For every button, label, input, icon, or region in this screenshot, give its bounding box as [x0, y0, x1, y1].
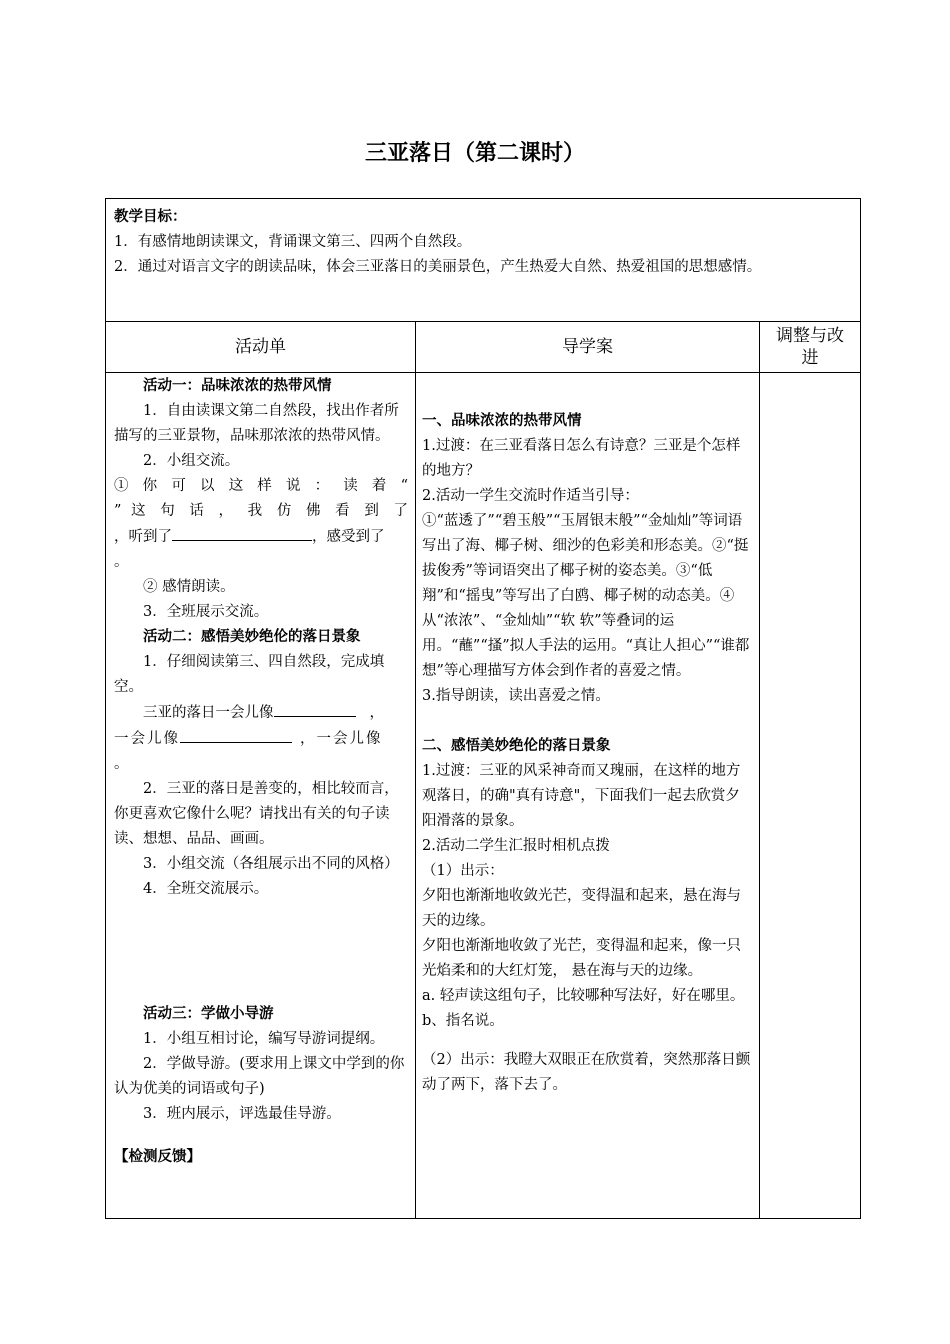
header-adjust-line1: 调整与改 — [776, 326, 844, 346]
activity2-fill-l1: 三亚的落日一会儿像 ， — [114, 700, 408, 726]
page-title: 三亚落日（第二课时） — [364, 141, 585, 166]
activity2-step3: 3．小组交流（各组展示出不同的风格） — [143, 856, 399, 872]
guide-s2-task-a: a. 轻声读这组句子，比较哪种写法好，好在哪里。 — [422, 988, 745, 1004]
activity2-step1: 1．仔细阅读第三、四自然段，完成填空。 — [114, 654, 385, 695]
activity1-sentence-l2: ” 这 句 话 ， 我 仿 佛 看 到 了 — [114, 503, 408, 519]
activity2-fill-l2: 一会儿像 ，一会儿像 — [114, 726, 408, 752]
lesson-table — [105, 321, 861, 1219]
activity-column — [114, 374, 408, 1170]
guide-s1-step1: 1.过渡：在三亚看落日怎么有诗意？三亚是个怎样的地方？ — [422, 438, 741, 479]
guide-s2-task-b: b、指名说。 — [422, 1013, 504, 1029]
guide-s1-step2: 2.活动一学生交流时作适当引导： — [422, 488, 639, 504]
activity1-title: 活动一：品味浓浓的热带风情 — [143, 378, 332, 394]
goal-item: 2．通过对语言文字的朗读品味，体会三亚落日的美丽景色，产生热爱大自然、热爱祖国的思想感情。 — [114, 259, 762, 275]
header-guide: 导学案 — [562, 337, 613, 357]
guide-s2-show2: （2）出示：我瞪大双眼正在欣赏着，突然那落日颤动了两下，落下去了。 — [422, 1052, 751, 1093]
header-activity: 活动单 — [235, 337, 286, 357]
guide-s2-step2: 2.活动二学生汇报时相机点拨 — [422, 838, 610, 854]
guide-s2-step1: 1.过渡：三亚的风采神奇而又瑰丽，在这样的地方观落日，的确"真有诗意"，下面我们一起去欣赏夕阳滑落的景象。 — [422, 763, 741, 829]
goal-item: 1．有感情地朗读课文，背诵课文第三、四两个自然段。 — [114, 234, 472, 250]
guide-s1-body: ①“蓝透了”“碧玉般”“玉屑银末般”“金灿灿”等词语写出了海、椰子树、细沙的色彩美和形态美。②“挺拔俊秀”等词语突出了椰子树的姿态美。③“低翔”和“摇曳”等写出了白鸥、椰子树的动态美。④从“浓浓”、“金灿灿”“软 软”等叠词的运用。“蘸”“搔”拟人手法的运用。“真让人担心”“谁都想”等心理描写方体会到作者的喜爱之情。 — [422, 513, 750, 679]
teaching-goals — [105, 198, 861, 322]
activity3-step1: 1．小组互相讨论，编写导游词提纲。 — [143, 1031, 385, 1047]
header-adjust-line2: 进 — [801, 348, 819, 368]
activity1-step1: 1．自由读课文第二自然段，找出作者所描写的三亚景物，品味那浓浓的热带风情。 — [114, 403, 399, 444]
activity1-read: ② 感情朗读。 — [143, 579, 235, 595]
guide-section2-title: 二、感悟美妙绝伦的落日景象 — [422, 738, 611, 754]
activity1-sentence-l1: ① 你 可 以 这 样 说 ： 读 着 “ — [114, 478, 408, 494]
activity1-sentence-l4: 。 — [114, 554, 129, 570]
activity2-step2: 2．三亚的落日是善变的，相比较而言，你更喜欢它像什么呢？请找出有关的句子读读、想想、品品、画画。 — [114, 781, 399, 847]
activity2-step4: 4．全班交流展示。 — [143, 881, 269, 897]
activity3-step2: 2．学做导游。(要求用上课文中学到的你认为优美的词语或句子) — [114, 1056, 405, 1097]
guide-column — [422, 409, 754, 1098]
header-adjust — [760, 322, 860, 372]
feedback-heading: 【检测反馈】 — [114, 1149, 201, 1165]
activity3-step3: 3．班内展示，评选最佳导游。 — [143, 1106, 341, 1122]
activity2-fill-l3: 。 — [114, 756, 129, 772]
activity1-step2: 2．小组交流。 — [143, 453, 240, 469]
guide-section1-title: 一、品味浓浓的热带风情 — [422, 413, 582, 429]
guide-s2-show1: （1）出示： — [422, 863, 504, 879]
guide-s2-quote2: 夕阳也渐渐地收敛了光芒，变得温和起来，像一只光焰柔和的大红灯笼， 悬在海与天的边缘。 — [422, 938, 741, 979]
adjust-column — [760, 374, 860, 1214]
activity3-title: 活动三：学做小导游 — [143, 1006, 274, 1022]
guide-s1-step3: 3.指导朗读，读出喜爱之情。 — [422, 688, 610, 704]
activity2-title: 活动二：感悟美妙绝伦的落日景象 — [143, 629, 361, 645]
goals-heading: 教学目标： — [114, 209, 187, 225]
guide-s2-quote1: 夕阳也渐渐地收敛光芒，变得温和起来，悬在海与天的边缘。 — [422, 888, 741, 929]
activity1-sentence-l3: ，听到了 ，感受到了 — [114, 524, 408, 550]
activity1-step3: 3．全班展示交流。 — [143, 604, 269, 620]
